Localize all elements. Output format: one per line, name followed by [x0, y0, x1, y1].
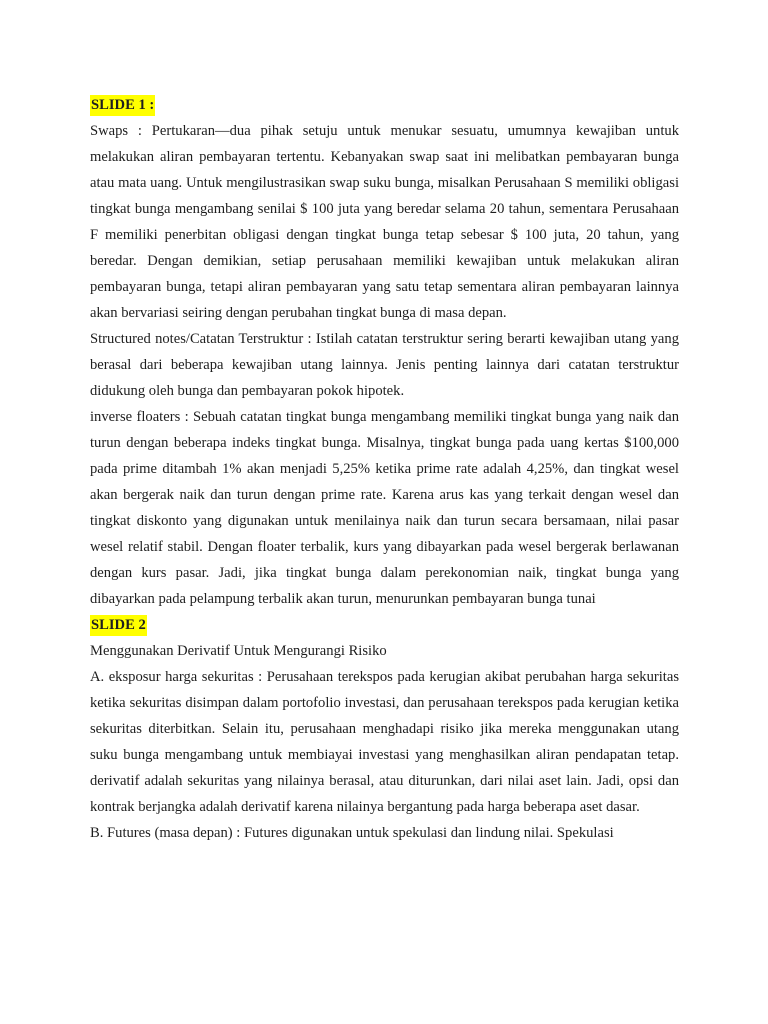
paragraph-inverse-floaters: inverse floaters : Sebuah catatan tingkat bunga mengambang memiliki tingkat bunga yang naik dan turun dengan beberapa indeks tingkat bunga. Misalnya, tingkat bunga pada uang kertas $100,000 pada prime ditambah 1% akan menjadi 5,25% ketika prime rate adalah 4,25%, dan tingkat wesel akan bergerak naik dan turun dengan prime rate. Karena arus kas yang terkait dengan wesel dan tingkat diskonto yang digunakan untuk menilainya naik dan turun secara bersamaan, nilai pasar wesel relatif stabil. Dengan floater terbalik, kurs yang dibayarkan pada wesel bergerak berlawanan dengan kurs pasar. Jadi, jika tingkat bunga dalam perekonomian naik, tingkat bunga yang dibayarkan pada pelampung terbalik akan turun, menurunkan pembayaran bunga tunai: [90, 409, 679, 607]
slide-1-heading-text: SLIDE 1 :: [90, 95, 155, 116]
paragraph-swaps: Swaps : Pertukaran—dua pihak setuju untuk menukar sesuatu, umumnya kewajiban untuk melakukan aliran pembayaran tertentu. Kebanyakan swap saat ini melibatkan pembayaran bunga atau mata uang. Untuk mengilustrasikan swap suku bunga, misalkan Perusahaan S memiliki obligasi tingkat bunga mengambang senilai $ 100 juta yang beredar selama 20 tahun, sementara Perusahaan F memiliki penerbitan obligasi dengan tingkat bunga tetap sebesar $ 100 juta, 20 tahun, yang beredar. Dengan demikian, setiap perusahaan memiliki kewajiban untuk melakukan aliran pembayaran bunga, tetapi aliran pembayaran yang satu tetap sementara aliran pembayaran lainnya akan bervariasi seiring dengan perubahan tingkat bunga di masa depan.: [90, 123, 679, 321]
slide-2-subheading: Menggunakan Derivatif Untuk Mengurangi Risiko: [90, 643, 387, 659]
slide-1-heading: [90, 92, 679, 118]
slide-2-heading: [90, 612, 679, 638]
paragraph-structured-notes: Structured notes/Catatan Terstruktur : Istilah catatan terstruktur sering berarti kewajiban utang yang berasal dari beberapa kewajiban utang lainnya. Jenis penting lainnya dari catatan terstruktur didukung oleh bunga dan pembayaran pokok hipotek.: [90, 331, 679, 399]
slide-2-heading-text: SLIDE 2: [90, 615, 147, 636]
paragraph-security-price-exposure: A. eksposur harga sekuritas : Perusahaan terekspos pada kerugian akibat perubahan harga sekuritas ketika sekuritas disimpan dalam portofolio investasi, dan perusahaan terekspos pada kerugian ketika sekuritas diterbitkan. Selain itu, perusahaan menghadapi risiko jika mereka menggunakan utang suku bunga mengambang untuk membiayai investasi yang menghasilkan aliran pendapatan tetap. derivatif adalah sekuritas yang nilainya berasal, atau diturunkan, dari nilai aset lain. Jadi, opsi dan kontrak berjangka adalah derivatif karena nilainya bergantung pada harga beberapa aset dasar.: [90, 669, 679, 815]
paragraph-futures: B. Futures (masa depan) : Futures digunakan untuk spekulasi dan lindung nilai. Spekulasi: [90, 825, 614, 841]
document-body: [90, 92, 679, 846]
